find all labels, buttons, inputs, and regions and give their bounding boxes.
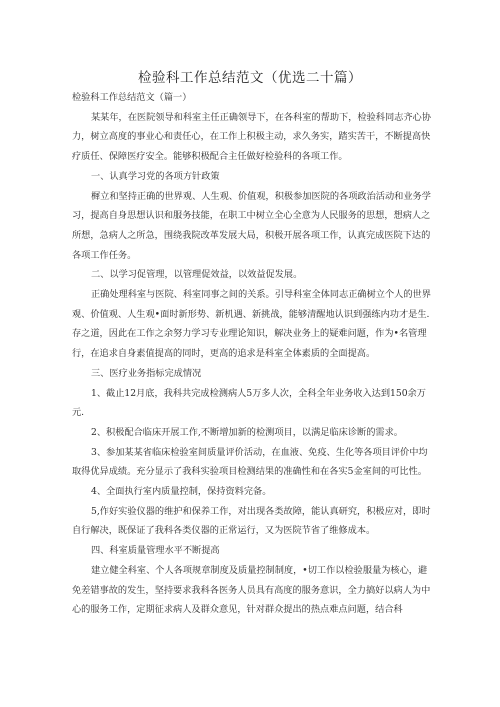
list-item-1: 1、截止12月底，我科共完成检测病人5万多人次，全科全年业务收入达到150余万元. bbox=[72, 387, 426, 419]
document-body bbox=[72, 88, 434, 620]
paragraph-section-4: 建立健全科室、个人各项规章制度及质量控制制度，•切工作以检验服量为核心，避免差错事故的发生，坚持要求我科各医务人员具有高度的服务意识，全力搞好以病人为中心的服务工作，定期征求病人及群众意见，针对群众提出的热点难点问题，结合科 bbox=[72, 564, 431, 616]
heading-section-4: 四、科室质量管理水平不断提高 bbox=[91, 545, 220, 557]
heading-section-3: 三、医疗业务指标完成情况 bbox=[91, 367, 202, 379]
page-title: 检验科工作总结范文（优选二十篇） bbox=[138, 70, 362, 86]
paragraph-section-1: 樨立和坚持正确的世界观、人生观、价值观，积极参加医院的各项政治活动和业务学习，提高自身思想认识和服务技能，在职工中树立全心全意为人民服务的思想，想病人之所想，急病人之所急，围绕我院改革发展大局，积极开展各项工作，认真完成医院下达的各项工作任务。 bbox=[72, 190, 431, 261]
list-item-2: 2、积极配合临床开展工作,不断增加新的检测项目，以满足临床诊断的需求。 bbox=[91, 426, 403, 438]
paragraph-section-2: 正确处理科室与医院、科室同事之间的关系。引导科室全体同志正确树立个人的世界观、价值观、人生观•面时新形势、新机遇、新挑战，能够清醒地认识到强练内功才是生.存之道，因此在工作之余努力学习专业理论知识，解决业务上的疑难问题，作为•名管理行，在追求自身素值提高的同时，更高的追求是科室全体素质的全面提高。 bbox=[72, 289, 431, 360]
list-item-3: 3、参加某某省临床检验室间质量评价活动，在血液、免疫、生化等各项目评价中均取得优异成绩。充分显示了我科实验项目检测结果的准确性和在各实5金室间的可比性。 bbox=[72, 446, 428, 478]
heading-section-1: 一、认真学习党的各项方针政策 bbox=[91, 170, 220, 182]
paragraph-intro: 某某年，在医院领导和科室主任正确领导下，在各科室的帮助下，检验科同志齐心协力，树立高度的事业心和责任心，在工作上积极主动，求久务实，踏实苦干，不断提高快疗质任、保障医疗安全。能够积极配合主任做好检验科的各项工作。 bbox=[72, 111, 431, 163]
list-item-4: 4、全面执行室内质量控制，保持资料完备。 bbox=[91, 486, 272, 498]
list-item-5: 5,作好实验仪器的维护和保养工作，对出现各类故障，能认真研究，积极应对，即时自行解决，既保证了我科各类仪器的正常运行，又为医院节省了维修成本。 bbox=[72, 505, 431, 537]
section-subtitle: 检验科工作总结范文（篇一） bbox=[72, 92, 192, 103]
heading-section-2: 二、以学习促管理，以管理促效益，以效益促发展。 bbox=[91, 269, 303, 281]
